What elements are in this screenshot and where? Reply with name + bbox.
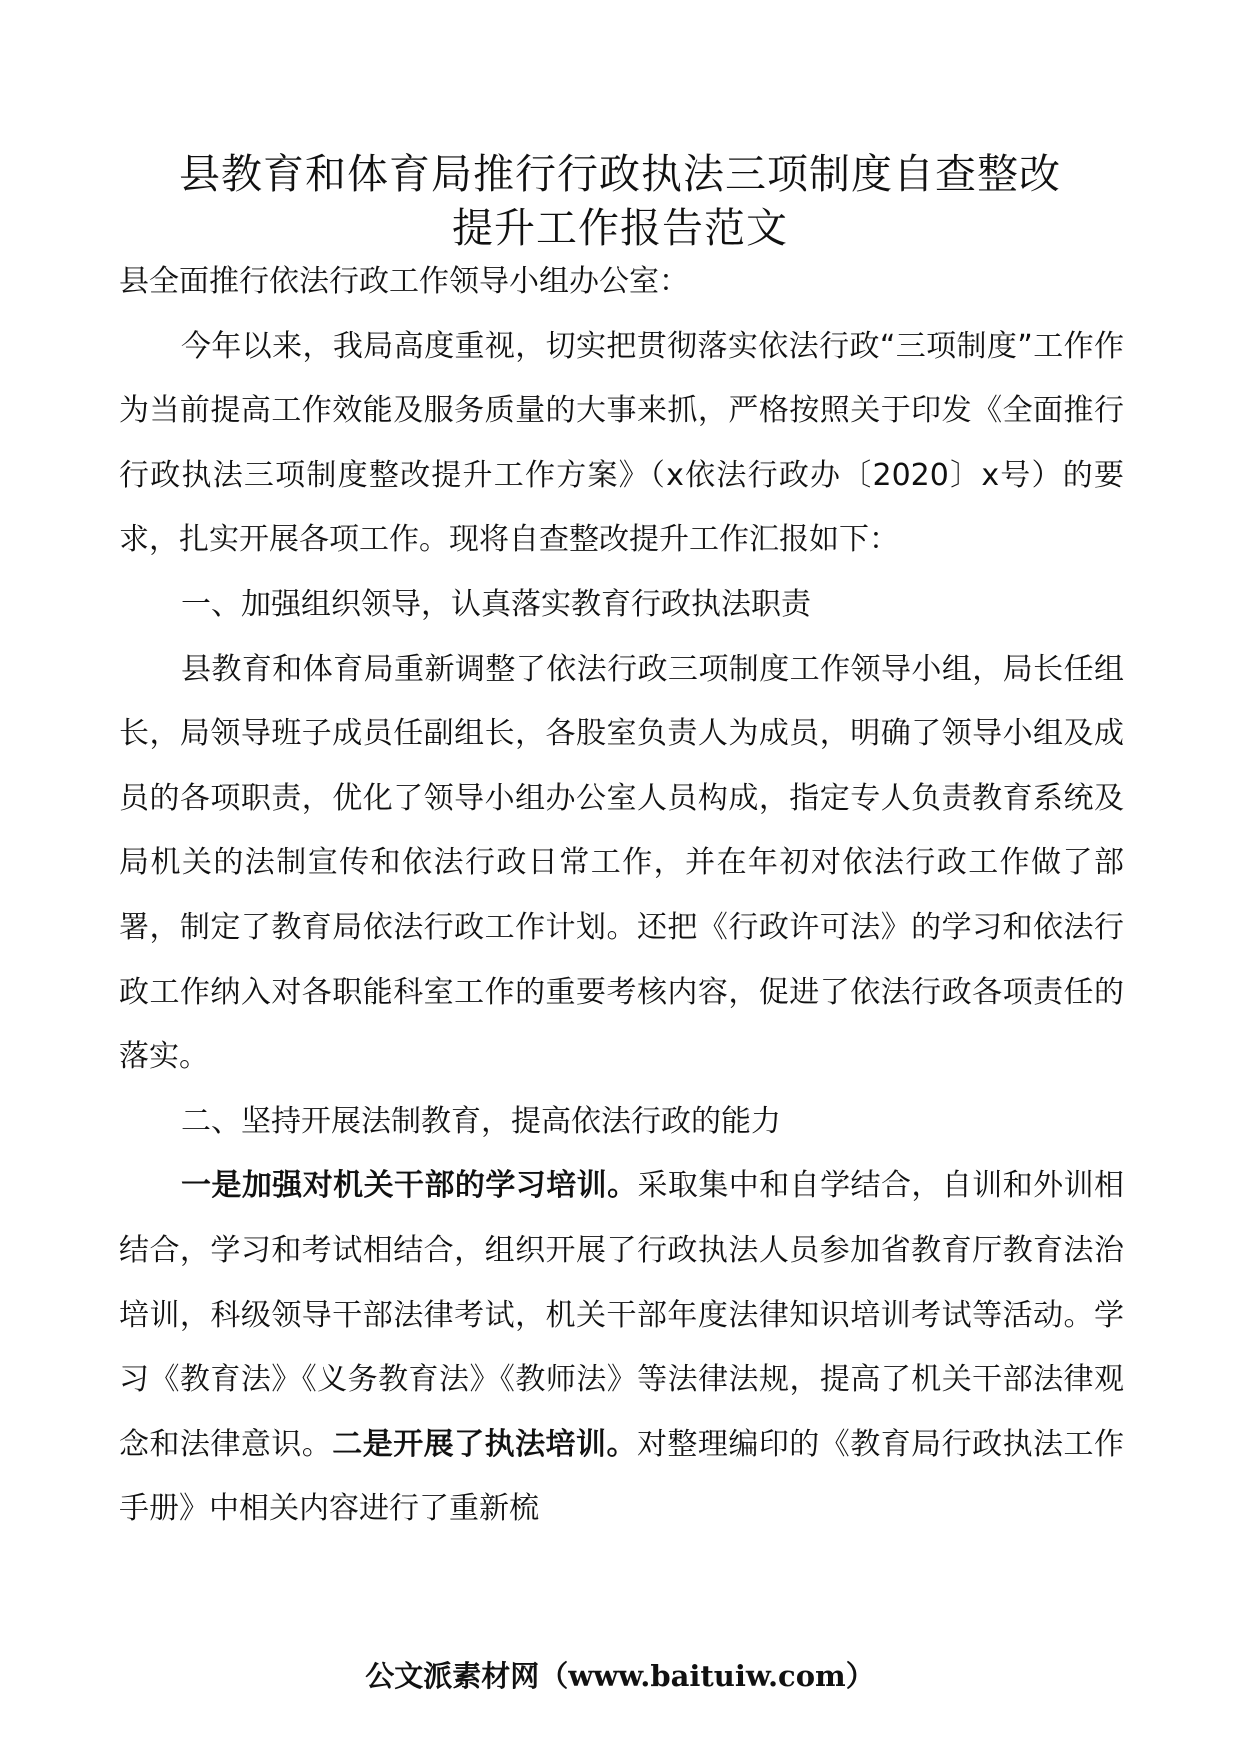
section-heading-2: 二、坚持开展法制教育，提高依法行政的能力 — [181, 1103, 781, 1139]
paragraph-training — [119, 1154, 1124, 1542]
bold-lead-1: 一是加强对机关干部的学习培训。 — [181, 1168, 638, 1204]
footer-watermark: 公文派素材网（www.baituiw.com） — [365, 1659, 875, 1693]
document-title-line-2: 提升工作报告范文 — [452, 204, 788, 252]
paragraph-training-text-1: 采取集中和自学结合，自训和外训相结合，学习和考试相结合，组织开展了行政执法人员参加省教育厅教育法治培训，科级领导干部法律考试，机关干部年度法律知识培训考试等活动。学习《教育法》《义务教育法》《教师法》等法律法规，提高了机关干部法律观念和法律意识。 — [119, 1168, 1124, 1462]
document-title-line-1: 县教育和体育局推行行政执法三项制度自查整改 — [179, 150, 1061, 198]
bold-lead-2: 二是开展了执法培训。 — [332, 1426, 637, 1462]
salutation: 县全面推行依法行政工作领导小组办公室： — [119, 264, 689, 299]
paragraph-organization: 县教育和体育局重新调整了依法行政三项制度工作领导小组，局长任组长，局领导班子成员任副组长，各股室负责人为成员，明确了领导小组及成员的各项职责，优化了领导小组办公室人员构成，指定专人负责教育系统及局机关的法制宣传和依法行政日常工作，并在年初对依法行政工作做了部署，制定了教育局依法行政工作计划。还把《行政许可法》的学习和依法行政工作纳入对各职能科室工作的重要考核内容，促进了依法行政各项责任的落实。 — [119, 651, 1124, 1075]
section-heading-1: 一、加强组织领导，认真落实教育行政执法职责 — [181, 586, 811, 622]
paragraph-intro: 今年以来，我局高度重视，切实把贯彻落实依法行政“三项制度”工作作为当前提高工作效能及服务质量的大事来抓，严格按照关于印发《全面推行行政执法三项制度整改提升工作方案》（x依法行政办〔2020〕x号）的要求，扎实开展各项工作。现将自查整改提升工作汇报如下： — [119, 328, 1124, 558]
document-body — [119, 250, 1124, 1542]
paragraph-training-text-2: 对整理编印的《教育局行政执法工作手册》中相关内容进行了重新梳 — [119, 1426, 1124, 1527]
